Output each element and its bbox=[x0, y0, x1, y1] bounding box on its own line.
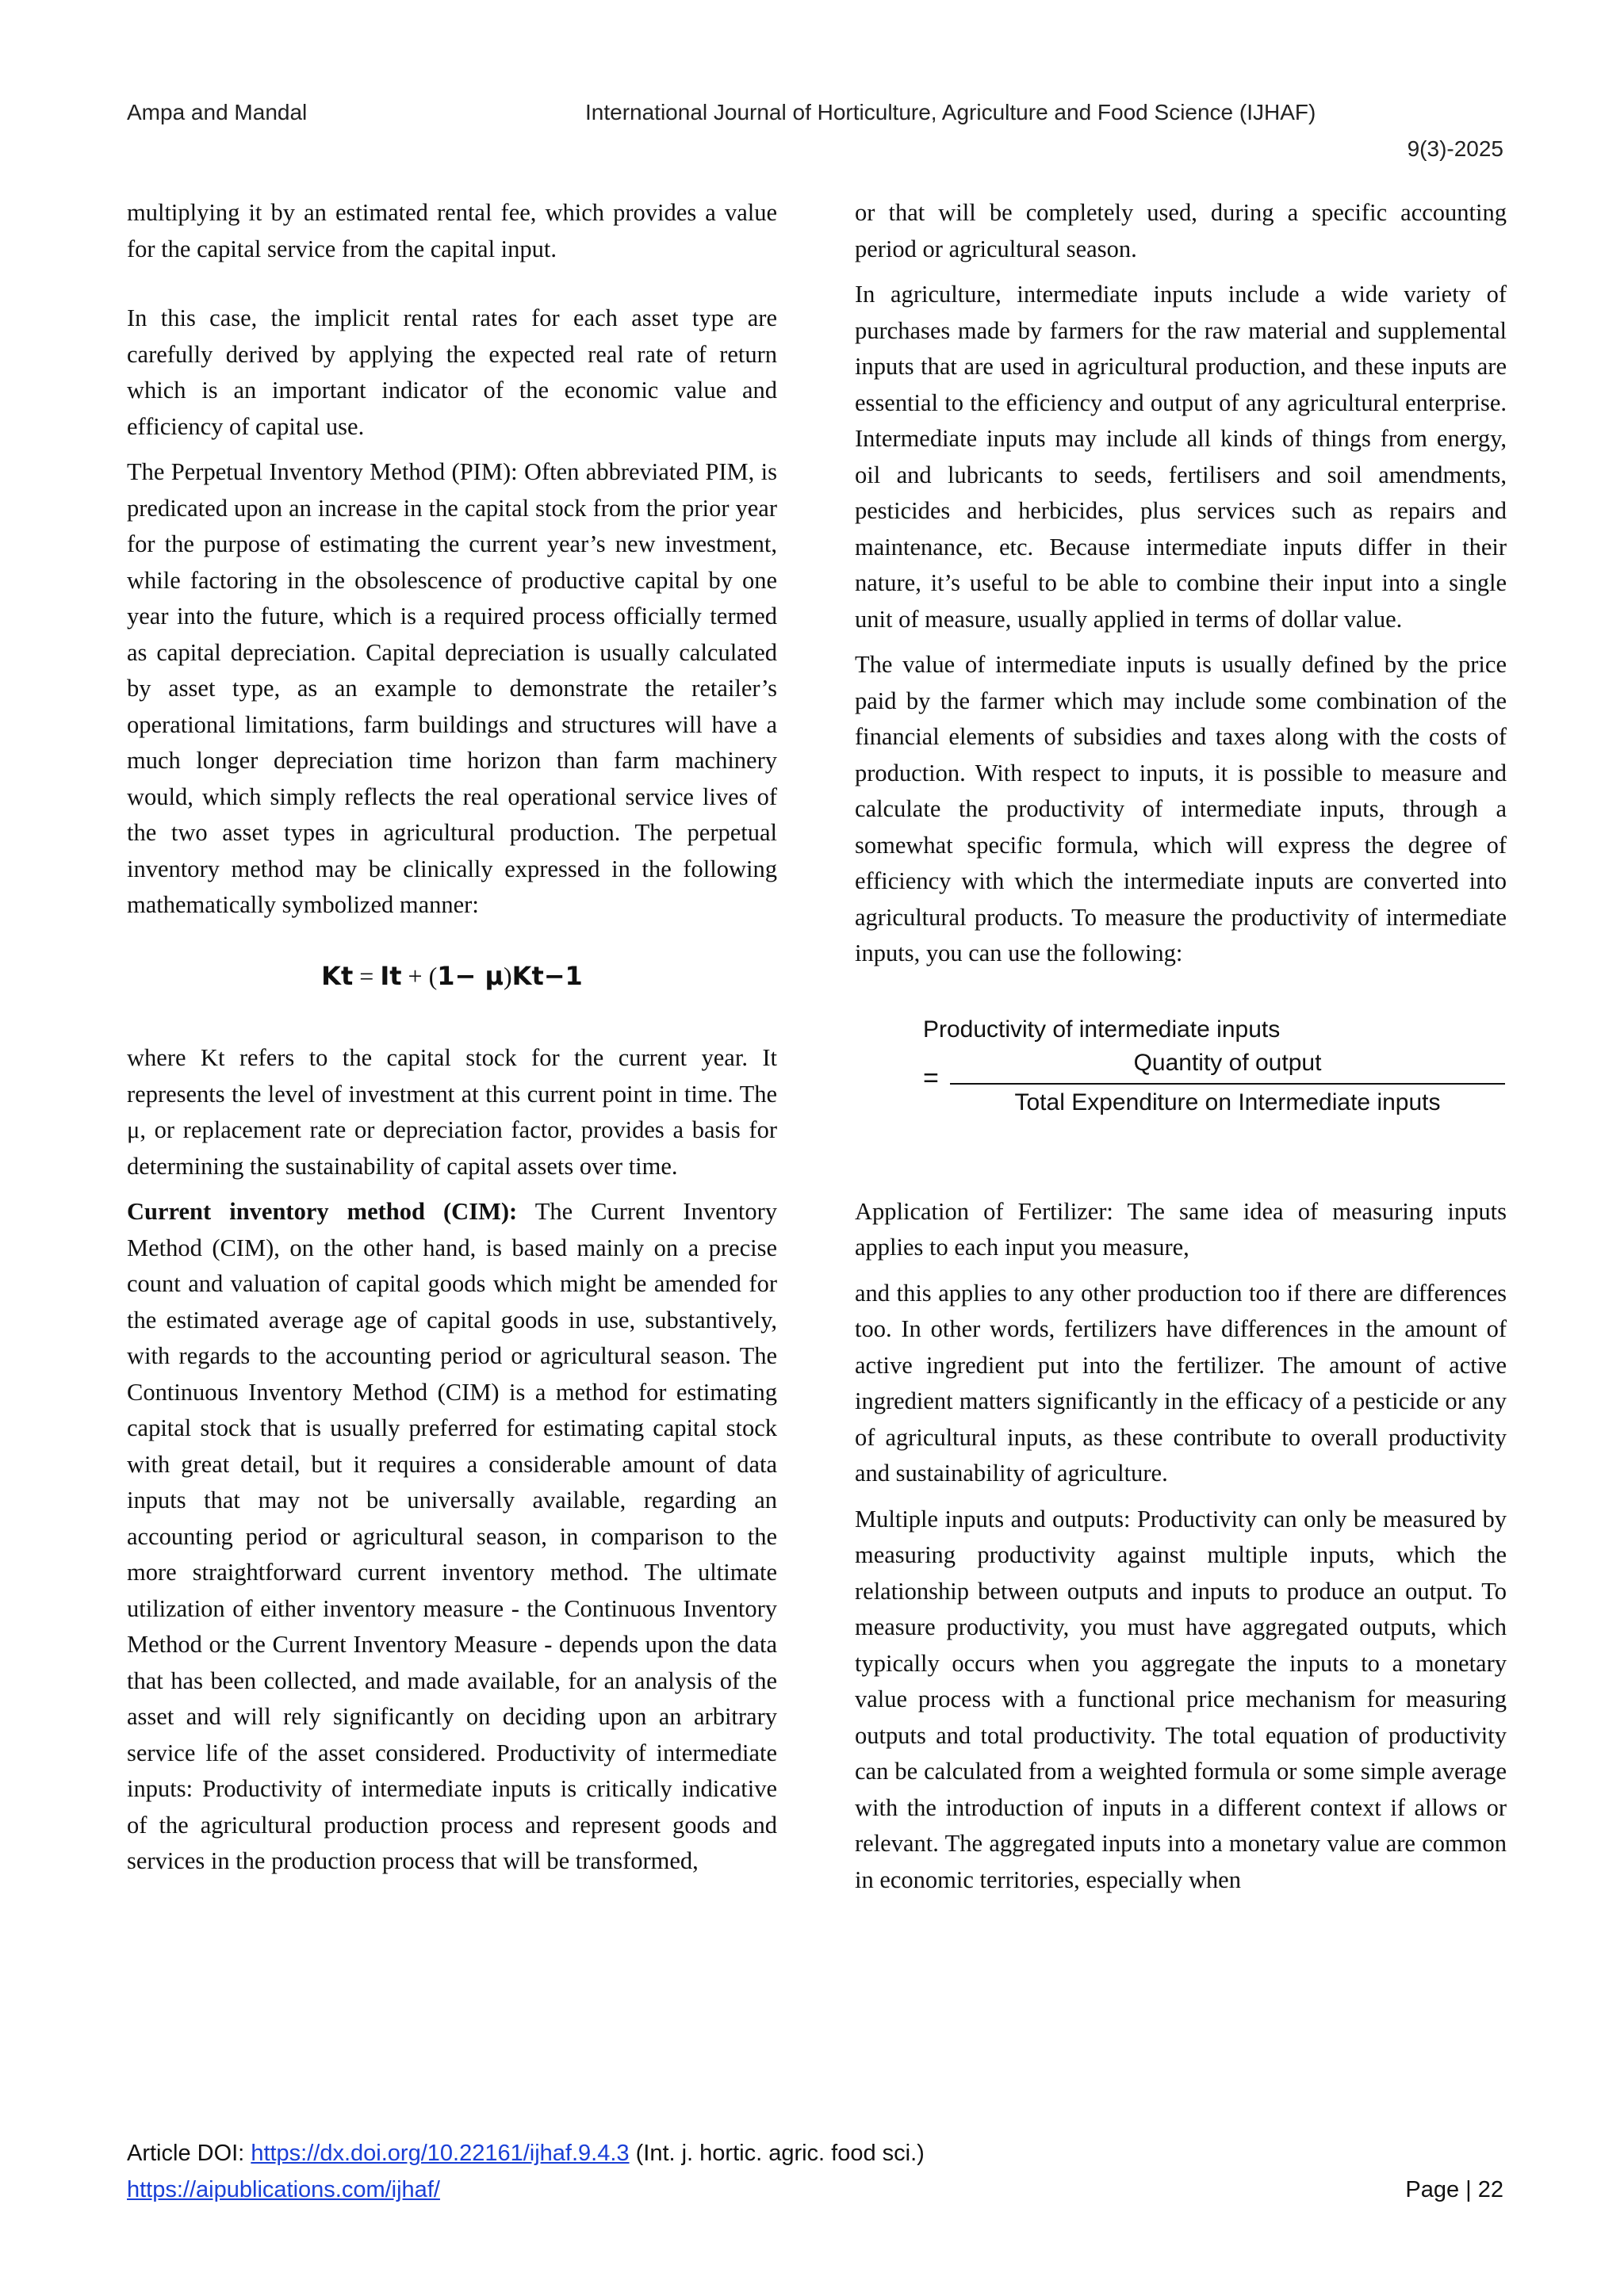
eq-one: 1 bbox=[437, 960, 455, 991]
formula-numerator: Quantity of output bbox=[1133, 1049, 1322, 1076]
left-paragraph-1: multiplying it by an estimated rental fee, which provides a value for the capital service from the capital input. bbox=[127, 199, 777, 262]
left-column bbox=[127, 195, 777, 1889]
right-column bbox=[855, 195, 1507, 1908]
eq-kt: Kt bbox=[321, 960, 354, 991]
left-paragraph-kt-definition: where Kt refers to the capital stock for the current year. It represents the level of investment at this current point in time. The μ, or replacement rate or depreciation factor, provides a basis for determining the sustainability of capital assets over time. bbox=[127, 1044, 777, 1180]
footer-doi-label: Article DOI: bbox=[127, 2141, 251, 2166]
formula-denominator: Total Expenditure on Intermediate inputs bbox=[1014, 1089, 1441, 1115]
left-paragraph-cim bbox=[127, 1194, 777, 1880]
header-journal-title: International Journal of Horticulture, Agriculture and Food Science (IJHAF) bbox=[585, 100, 1316, 124]
website-link[interactable]: https://aipublications.com/ijhaf/ bbox=[127, 2177, 440, 2202]
doi-link[interactable]: https://dx.doi.org/10.22161/ijhaf.9.4.3 bbox=[251, 2141, 630, 2166]
eq-minus-mu: − μ bbox=[454, 960, 504, 991]
right-paragraph-fertilizer-cont: and this applies to any other production too if there are differences too. In other words, fertilizers have differences in the amount of active ingredient put into the fertilizer. The amount of active ingredient matters significantly in the efficacy of a pesticide or any of agricultural inputs, as these contribute to overall productivity and sustainability of agriculture. bbox=[855, 1279, 1507, 1487]
left-paragraph-2: In this case, the implicit rental rates for each asset type are carefully derived by applying the expected real rate of return which is an important indicator of the economic value and efficiency of capital use. bbox=[127, 304, 777, 440]
formula-equals: = bbox=[923, 1062, 939, 1093]
cim-heading: Current inventory method (CIM): bbox=[127, 1198, 518, 1225]
left-paragraph-pim: The Perpetual Inventory Method (PIM): Often abbreviated PIM, is predicated upon an increase in the capital stock from the prior year for the purpose of estimating the current year’s new investment, while factoring in the obsolescence of productive capital by one year into the future, which is a required process officially termed as capital depreciation. Capital depreciation is usually calculated by asset type, as an example to demonstrate the retailer’s operational limitations, farm buildings and structures will have a much longer depreciation time horizon than farm machinery would, which simply reflects the real operational service lives of the two asset types in agricultural production. The perpetual inventory method may be clinically expressed in the following mathematically symbolized manner: bbox=[127, 458, 777, 918]
formula-lhs: Productivity of intermediate inputs bbox=[923, 1016, 1281, 1043]
eq-it: It bbox=[380, 960, 402, 991]
footer-doi bbox=[127, 2141, 925, 2167]
page-number: Page | 22 bbox=[1405, 2177, 1503, 2202]
footer-website bbox=[127, 2177, 440, 2203]
right-paragraph-1: or that will be completely used, during a specific accounting period or agricultural season. bbox=[855, 199, 1507, 262]
eq-close: ) bbox=[503, 961, 512, 990]
header-issue: 9(3)-2025 bbox=[1407, 136, 1503, 161]
right-paragraph-fertilizer: Application of Fertilizer: The same idea of measuring inputs applies to each input you measure, bbox=[855, 1197, 1507, 1261]
pim-equation bbox=[127, 959, 777, 995]
header-authors: Ampa and Mandal bbox=[127, 100, 308, 124]
productivity-formula bbox=[855, 1012, 1507, 1131]
eq-kt-1: Kt−1 bbox=[511, 960, 583, 991]
right-paragraph-multiple-inputs: Multiple inputs and outputs: Productivity can only be measured by measuring productivity against multiple inputs, which the relationship between outputs and inputs to produce an output. To measure productivity, you must have aggregated outputs, which typically occurs when you aggregate the inputs to a monetary value process with a functional price mechanism for measuring outputs and total productivity. The total equation of productivity can be calculated from a weighted formula or some simple average with the introduction of inputs in a different context if allows or relevant. The aggregated inputs into a monetary value are common in economic territories, especially when bbox=[855, 1505, 1507, 1893]
right-paragraph-value: The value of intermediate inputs is usually defined by the price paid by the farmer which may include some combination of the financial elements of subsidies and taxes along with the costs of production. With respect to inputs, it is possible to measure and calculate the productivity of intermediate inputs, through a somewhat specific formula, which will express the degree of efficiency with which the intermediate inputs are converted into agricultural products. To measure the productivity of intermediate inputs, you can use the following: bbox=[855, 651, 1507, 966]
footer-doi-suffix: (Int. j. hortic. agric. food sci.) bbox=[629, 2141, 925, 2166]
right-paragraph-intermediate-inputs: In agriculture, intermediate inputs include a wide variety of purchases made by farmers for the raw material and supplemental inputs that are used in agricultural production, and these inputs are essential to the efficiency and output of any agricultural enterprise. Intermediate inputs may include all kinds of things from energy, oil and lubricants to seeds, fertilisers and soil amendments, pesticides and herbicides, plus services such as repairs and maintenance, etc. Because intermediate inputs differ in their nature, it’s useful to be able to combine their input into a single unit of measure, usually applied in terms of dollar value. bbox=[855, 281, 1507, 633]
cim-body: The Current Inventory Method (CIM), on the other hand, is based mainly on a precise count and valuation of capital goods which might be amended for the estimated average age of capital goods in use, substantively, with regards to the accounting period or agricultural season. The Continuous Inventory Method (CIM) is a method for estimating capital stock that is usually preferred for estimating capital stock with great detail, but it requires a considerable amount of data inputs that may not be universally available, regarding an accounting period or agricultural season, in comparison to the more straightforward current inventory method. The ultimate utilization of either inventory measure - the Continuous Inventory Method or the Current Inventory Measure - depends upon the data that has been collected, and made available, for an analysis of the asset and will rely significantly on deciding upon an arbitrary service life of the asset considered. Productivity of intermediate inputs: Productivity of intermediate inputs is critically indicative of the agricultural production process and represent goods and services in the production process that will be transformed, bbox=[127, 1198, 777, 1874]
eq-plus: + ( bbox=[401, 961, 438, 990]
eq-equals: = bbox=[353, 961, 381, 990]
